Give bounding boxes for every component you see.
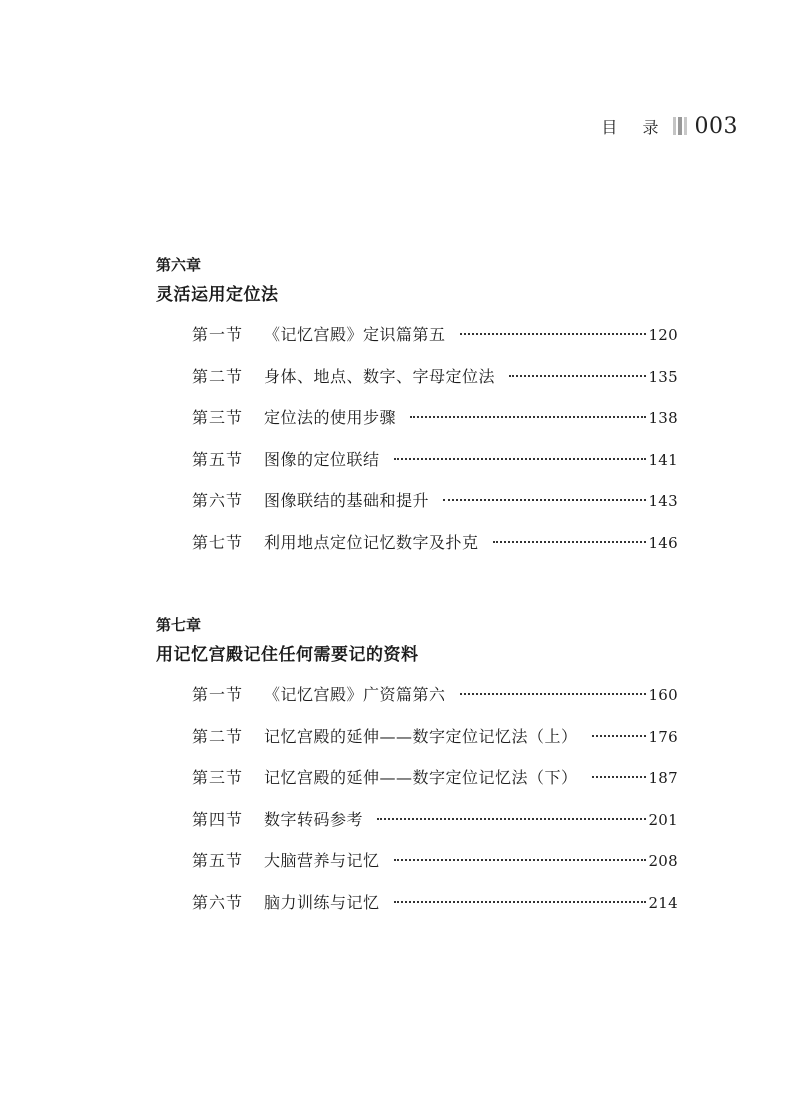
toc-entry[interactable] bbox=[192, 365, 678, 407]
toc-entry[interactable] bbox=[192, 406, 678, 448]
section-number: 第三节 bbox=[192, 768, 244, 787]
dot-leader bbox=[509, 375, 646, 377]
section-title: 定位法的使用步骤 bbox=[264, 408, 397, 427]
dot-leader bbox=[592, 735, 647, 737]
section-title: 《记忆宫殿》广资篇第六 bbox=[264, 685, 446, 704]
section-title: 数字转码参考 bbox=[264, 809, 364, 829]
toc-entry[interactable] bbox=[192, 766, 678, 808]
chapter-7 bbox=[156, 615, 678, 932]
section-page-number: 187 bbox=[648, 769, 678, 787]
running-head-bars-ornament bbox=[673, 117, 689, 135]
dot-leader bbox=[493, 541, 647, 543]
section-title: 图像联结的基础和提升 bbox=[264, 491, 430, 510]
section-number: 第五节 bbox=[192, 851, 244, 870]
page-number: 003 bbox=[694, 113, 738, 139]
toc-entry[interactable] bbox=[192, 683, 678, 725]
section-title: 身体、地点、数字、字母定位法 bbox=[264, 366, 496, 386]
dot-leader bbox=[460, 333, 647, 335]
dot-leader bbox=[592, 776, 647, 778]
section-page-number: 214 bbox=[648, 893, 678, 912]
section-title: 脑力训练与记忆 bbox=[264, 892, 380, 912]
section-page-number: 141 bbox=[648, 450, 678, 469]
toc-entry[interactable] bbox=[192, 531, 678, 573]
toc-entry[interactable] bbox=[192, 808, 678, 850]
chapter-number: 第六章 bbox=[156, 256, 202, 274]
dot-leader bbox=[394, 859, 647, 861]
section-page-number: 146 bbox=[648, 533, 678, 552]
section-title: 《记忆宫殿》定识篇第五 bbox=[264, 325, 446, 344]
chapter-title: 灵活运用定位法 bbox=[156, 285, 279, 305]
section-number: 第六节 bbox=[192, 491, 244, 510]
section-title: 记忆宫殿的延伸——数字定位记忆法（下） bbox=[264, 768, 578, 787]
toc-entry-list bbox=[156, 323, 678, 572]
toc-entry[interactable] bbox=[192, 725, 678, 767]
section-page-number: 208 bbox=[648, 852, 678, 870]
section-number: 第一节 bbox=[192, 325, 244, 344]
toc-entry[interactable] bbox=[192, 891, 678, 933]
section-number: 第六节 bbox=[192, 892, 244, 912]
section-title: 记忆宫殿的延伸——数字定位记忆法（上） bbox=[264, 726, 578, 746]
section-number: 第三节 bbox=[192, 408, 244, 427]
section-page-number: 201 bbox=[648, 810, 678, 829]
section-title: 大脑营养与记忆 bbox=[264, 851, 380, 870]
dot-leader bbox=[394, 458, 647, 460]
section-page-number: 176 bbox=[648, 727, 678, 746]
running-head-label: 目 录 bbox=[601, 117, 669, 137]
section-number: 第四节 bbox=[192, 809, 244, 829]
toc-entry[interactable] bbox=[192, 489, 678, 531]
toc-entry[interactable] bbox=[192, 323, 678, 365]
toc-entry-list bbox=[156, 683, 678, 932]
chapter-title: 用记忆宫殿记住任何需要记的资料 bbox=[156, 645, 419, 665]
dot-leader bbox=[460, 693, 647, 695]
section-page-number: 138 bbox=[648, 409, 678, 427]
section-title: 图像的定位联结 bbox=[264, 449, 380, 469]
section-title: 利用地点定位记忆数字及扑克 bbox=[264, 532, 479, 552]
section-number: 第二节 bbox=[192, 366, 244, 386]
section-number: 第二节 bbox=[192, 726, 244, 746]
toc-entry[interactable] bbox=[192, 448, 678, 490]
section-page-number: 120 bbox=[648, 326, 678, 344]
dot-leader bbox=[377, 818, 646, 820]
dot-leader bbox=[394, 901, 647, 903]
section-page-number: 143 bbox=[648, 492, 678, 510]
section-number: 第五节 bbox=[192, 449, 244, 469]
section-number: 第七节 bbox=[192, 532, 244, 552]
running-head bbox=[601, 112, 738, 140]
section-page-number: 160 bbox=[648, 686, 678, 704]
dot-leader bbox=[443, 499, 646, 501]
section-number: 第一节 bbox=[192, 685, 244, 704]
dot-leader bbox=[410, 416, 646, 418]
toc-entry[interactable] bbox=[192, 849, 678, 891]
chapter-6 bbox=[156, 255, 678, 572]
section-page-number: 135 bbox=[648, 367, 678, 386]
chapter-number: 第七章 bbox=[156, 616, 202, 634]
